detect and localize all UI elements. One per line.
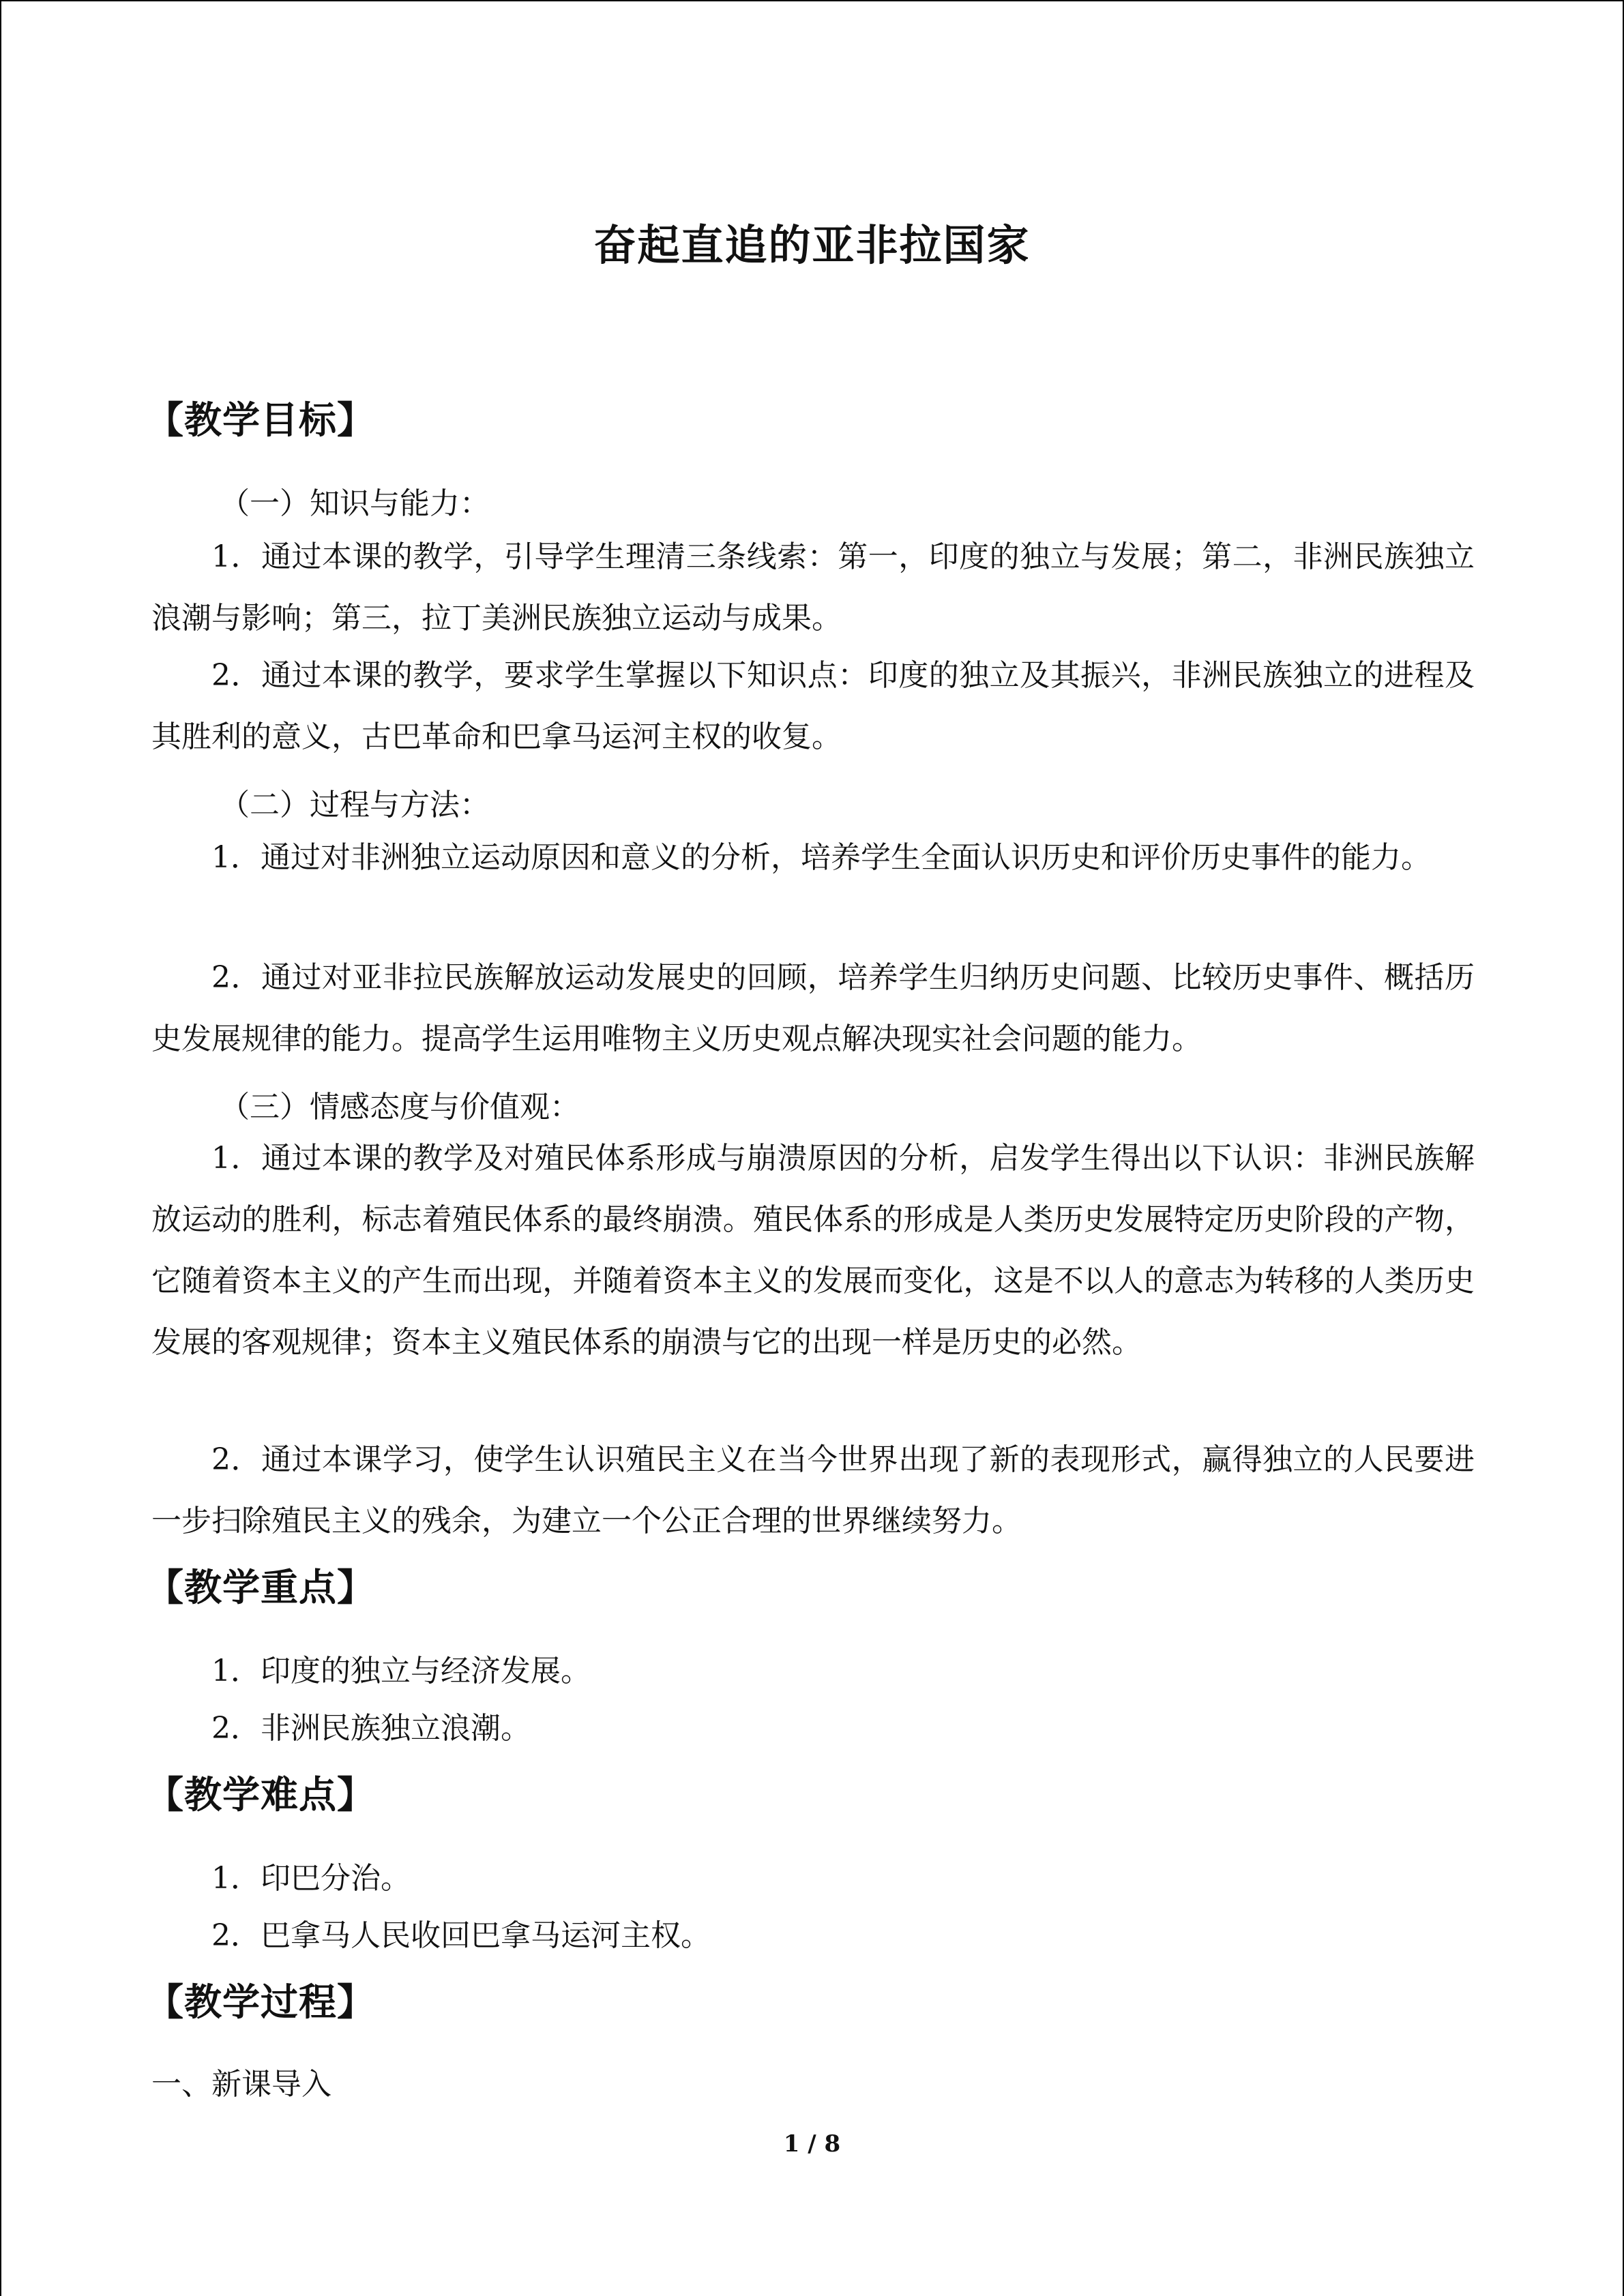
section-heading-difficulties: 【教学难点】 [146, 1773, 376, 1817]
paragraph-goal-6: 2．通过本课学习，使学生认识殖民主义在当今世界出现了新的表现形式，赢得独立的人民要进一步扫除殖民主义的残余，为建立一个公正合理的世界继续努力。 [151, 1442, 1475, 1538]
paragraph-goal-3: 1．通过对非洲独立运动原因和意义的分析，培养学生全面认识历史和评价历史事件的能力。 [211, 840, 1431, 875]
section-heading-key-points: 【教学重点】 [146, 1566, 376, 1609]
section-heading-process: 【教学过程】 [146, 1980, 376, 2024]
section-heading-goals: 【教学目标】 [146, 398, 376, 442]
key-point-item: 2．非洲民族独立浪潮。 [211, 1711, 531, 1746]
document-title: 奋起直追的亚非拉国家 [593, 220, 1031, 270]
paragraph-goal-2: 2．通过本课的教学，要求学生掌握以下知识点：印度的独立及其振兴，非洲民族独立的进程及其胜利的意义，古巴革命和巴拿马运河主权的收复。 [151, 658, 1475, 754]
subheading-values: （三）情感态度与价值观： [220, 1090, 580, 1124]
subheading-process-method: （二）过程与方法： [220, 788, 490, 822]
difficulty-item: 2．巴拿马人民收回巴拿马运河主权。 [211, 1918, 711, 1953]
process-step: 一、新课导入 [151, 2067, 331, 2102]
page-number: 1 / 8 [783, 2130, 841, 2158]
difficulty-item: 1．印巴分治。 [211, 1861, 411, 1896]
subheading-knowledge: （一）知识与能力： [220, 486, 490, 521]
paragraph-goal-4: 2．通过对亚非拉民族解放运动发展史的回顾，培养学生归纳历史问题、比较历史事件、概括历史发展规律的能力。提高学生运用唯物主义历史观点解决现实社会问题的能力。 [151, 960, 1475, 1056]
paragraph-goal-1: 1．通过本课的教学，引导学生理清三条线索：第一，印度的独立与发展；第二，非洲民族独立浪潮与影响；第三，拉丁美洲民族独立运动与成果。 [151, 539, 1475, 636]
key-point-item: 1．印度的独立与经济发展。 [211, 1654, 591, 1688]
paragraph-goal-5: 1．通过本课的教学及对殖民体系形成与崩溃原因的分析，启发学生得出以下认识：非洲民族解放运动的胜利，标志着殖民体系的最终崩溃。殖民体系的形成是人类历史发展特定历史阶段的产物，它随着资本主义的产生而出现，并随着资本主义的发展而变化，这是不以人的意志为转移的人类历史发展的客观规律；资本主义殖民体系的崩溃与它的出现一样是历史的必然。 [151, 1141, 1475, 1360]
